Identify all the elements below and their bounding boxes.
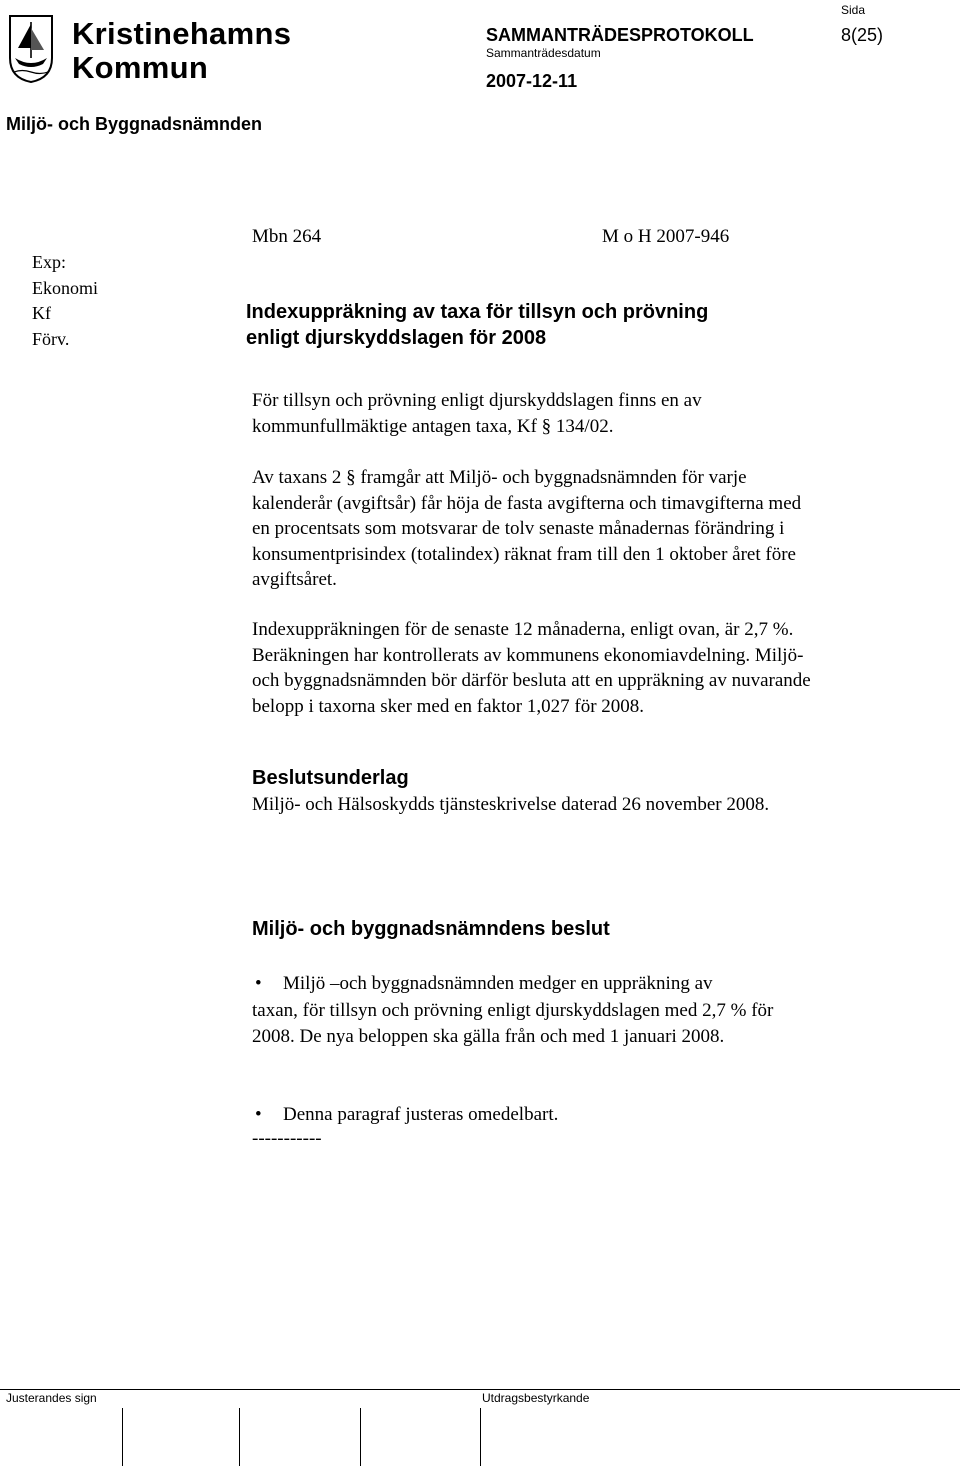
bullet-icon: • <box>255 1104 262 1125</box>
signature-label: Justerandes sign <box>6 1391 97 1405</box>
signature-box-divider <box>480 1408 481 1466</box>
logo-wordmark-line2: Kommun <box>72 50 209 85</box>
page-number: 8(25) <box>841 25 884 45</box>
decision-heading: Miljö- och byggnadsnämndens beslut <box>252 918 610 940</box>
committee-name: Miljö- och Byggnadsnämnden <box>6 114 263 134</box>
decision-basis-text: Miljö- och Hälsoskydds tjänsteskrivelse daterad 26 november 2008. <box>252 794 770 815</box>
case-number: M o H 2007-946 <box>602 226 730 247</box>
bullet-icon: • <box>255 973 262 994</box>
case-title-line1: Indexuppräkning av taxa för tillsyn och prövning <box>246 301 709 323</box>
signature-box-divider <box>239 1408 240 1466</box>
distribution-list <box>32 250 98 352</box>
logo-wordmark-line1: Kristinehamns <box>72 16 292 51</box>
case-title <box>246 300 708 351</box>
signature-box-divider <box>122 1408 123 1466</box>
distribution-line: Exp: <box>32 252 66 272</box>
decision-bullet-1-continuation: taxan, för tillsyn och prövning enligt djurskyddslagen med 2,7 % för 2008. De nya beloppen ska gälla från och med 1 januari 2008. <box>252 1000 774 1047</box>
signature-box-divider <box>360 1408 361 1466</box>
body-paragraph-2: Av taxans 2 § framgår att Miljö- och byggnadsnämnden för varje kalenderår (avgiftsår) får höja de fasta avgifterna och timavgifterna med en procentsats som motsvarar de tolv senaste månadernas förändring i konsumentprisindex (totalindex) räknat fram till den 1 oktober året före avgiftsåret. <box>252 467 802 590</box>
end-of-paragraph-marker: ----------- <box>252 1128 322 1149</box>
decision-bullet-2: Denna paragraf justeras omedelbart. <box>283 1104 559 1125</box>
extract-certification-label: Utdragsbestyrkande <box>482 1391 590 1405</box>
body-paragraph-1: För tillsyn och prövning enligt djurskyddslagen finns en av kommunfullmäktige antagen taxa, Kf § 134/02. <box>252 390 702 437</box>
paragraph-reference: Mbn 264 <box>252 226 322 247</box>
distribution-line: Kf <box>32 303 51 323</box>
document-title: SAMMANTRÄDESPROTOKOLL <box>486 25 754 45</box>
meeting-date: 2007-12-11 <box>486 71 578 91</box>
decision-basis-heading: Beslutsunderlag <box>252 767 409 789</box>
page-label: Sida <box>841 3 866 17</box>
footer-divider <box>0 1389 960 1390</box>
meeting-date-label: Sammanträdesdatum <box>486 46 601 60</box>
distribution-line: Förv. <box>32 328 70 349</box>
body-paragraph-3: Indexuppräkningen för de senaste 12 månaderna, enligt ovan, är 2,7 %. Beräkningen har kontrollerats av kommunens ekonomiavdelning. Miljö- och byggnadsnämnden bör därför besluta att en uppräkning av nuvarande belopp i taxorna sker med en faktor 1,027 för 2008. <box>252 619 811 717</box>
decision-bullet-1-first-line: Miljö –och byggnadsnämnden medger en uppräkning av <box>283 973 713 994</box>
municipal-coat-of-arms-icon <box>8 14 54 84</box>
case-title-line2: enligt djurskyddslagen för 2008 <box>246 326 547 349</box>
distribution-line: Ekonomi <box>32 277 98 298</box>
